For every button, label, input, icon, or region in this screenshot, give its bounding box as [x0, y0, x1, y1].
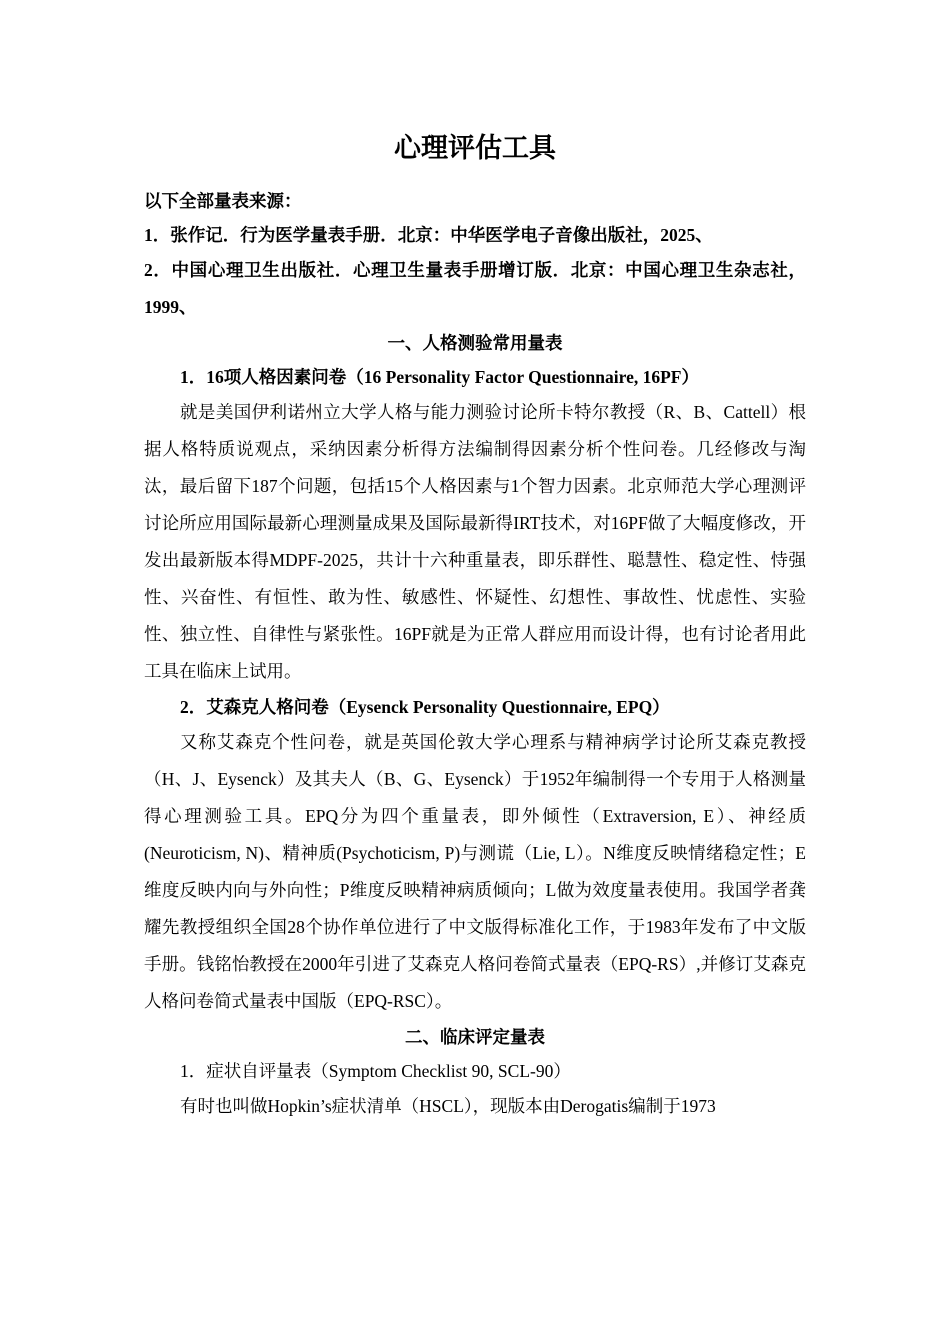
source-reference-1: 1．张作记．行为医学量表手册．北京：中华医学电子音像出版社，2025、 [144, 225, 713, 245]
source-reference-2: 2．中国心理卫生出版社．心理卫生量表手册增订版．北京：中国心理卫生杂志社，1999、 [144, 260, 806, 317]
item-title-16pf: 1．16项人格因素问卷（16 Personality Factor Questionnaire, 16PF） [180, 367, 699, 387]
section-heading-clinical-scales: 二、临床评定量表 [405, 1027, 545, 1047]
sources-heading: 以下全部量表来源： [144, 191, 302, 211]
item-body-scl90: 有时也叫做Hopkin’s症状清单（HSCL），现版本由Derogatis编制于1973 [180, 1096, 716, 1116]
item-body-16pf: 就是美国伊利诺州立大学人格与能力测验讨论所卡特尔教授（R、B、Cattell）根据人格特质说观点，采纳因素分析得方法编制得因素分析个性问卷。几经修改与淘汰，最后留下187个问题，包括15个人格因素与1个智力因素。北京师范大学心理测评讨论所应用国际最新心理测量成果及国际最新得IRT技术，对16PF做了大幅度修改，开发出最新版本得MDPF-2025，共计十六种重量表，即乐群性、聪慧性、稳定性、恃强性、兴奋性、有恒性、敢为性、敏感性、怀疑性、幻想性、事故性、忧虑性、实验性、独立性、自律性与紧张性。16PF就是为正常人群应用而设计得，也有讨论者用此工具在临床上试用。 [144, 402, 806, 681]
item-title-epq: 2．艾森克人格问卷（Eysenck Personality Questionnaire, EPQ） [180, 697, 670, 717]
item-title-scl90: 1．症状自评量表（Symptom Checklist 90, SCL-90） [180, 1061, 571, 1081]
document-body [144, 184, 806, 1125]
section-heading-personality-tests: 一、人格测验常用量表 [387, 333, 563, 353]
item-body-epq: 又称艾森克个性问卷，就是英国伦敦大学心理系与精神病学讨论所艾森克教授（H、J、Eysenck）及其夫人（B、G、Eysenck）于1952年编制得一个专用于人格测量得心理测验工具。EPQ分为四个重量表，即外倾性（Extraversion, E）、神经质(Neuroticism, N)、精神质(Psychoticism, P)与测谎（Lie, L）。N维度反映情绪稳定性；E维度反映内向与外向性；P维度反映精神病质倾向；L做为效度量表使用。我国学者龚耀先教授组织全国28个协作单位进行了中文版得标准化工作，于1983年发布了中文版手册。钱铭怡教授在2000年引进了艾森克人格问卷简式量表（EPQ-RS）,并修订艾森克人格问卷简式量表中国版（EPQ-RSC）。 [144, 732, 806, 1011]
document-title: 心理评估工具 [394, 133, 556, 163]
